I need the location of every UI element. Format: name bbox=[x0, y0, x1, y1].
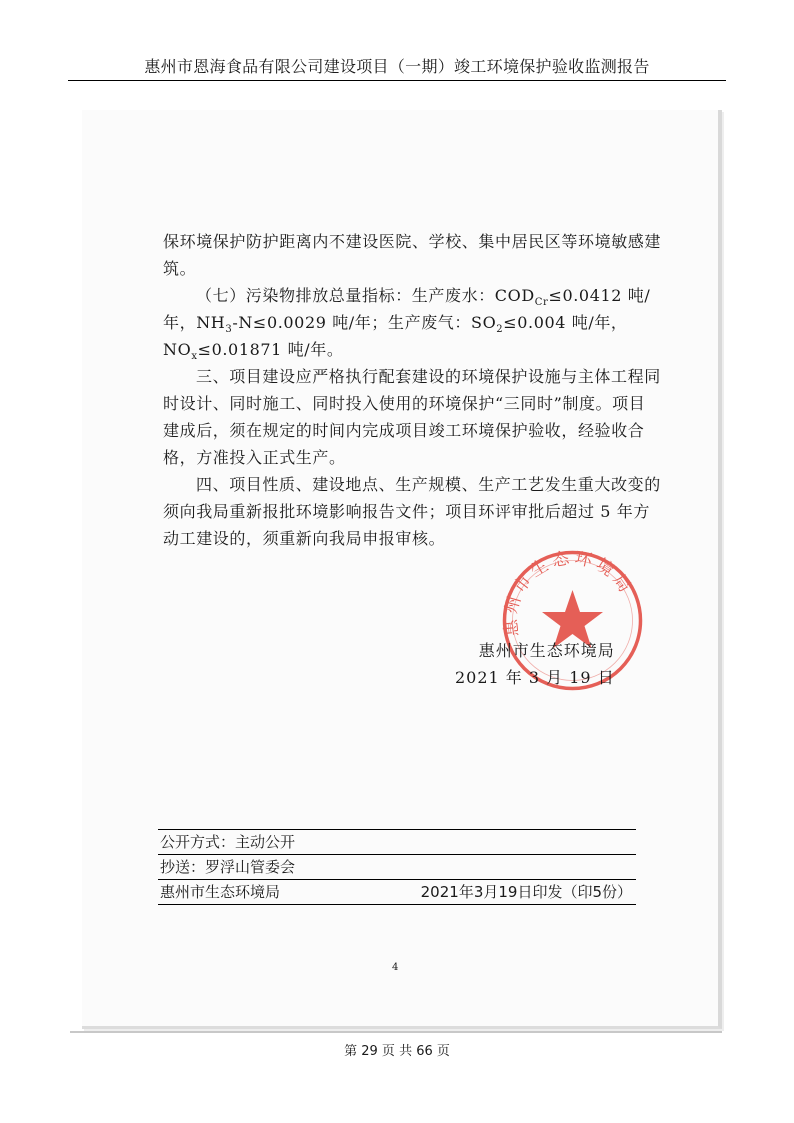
page-footer: 第 29 页 共 66 页 bbox=[344, 1044, 450, 1059]
svg-text:惠州市生态环境局: 惠州市生态环境局 bbox=[500, 548, 637, 638]
paragraph-three-simultaneous: 三、项目建设应严格执行配套建设的环境保护设施与主体工程同时设计、同时施工、同时投入使用的环境保护“三同时”制度。项目建成后，须在规定的时间内完成项目竣工环境保护验收，经验收合格，方准投入正式生产。 bbox=[163, 367, 661, 467]
inner-page-number: 4 bbox=[392, 962, 399, 973]
print-date: 2021年3月19日印发（印5份） bbox=[420, 883, 632, 901]
document-body bbox=[163, 228, 661, 552]
disclosure-method: 公开方式：主动公开 bbox=[158, 829, 636, 854]
issuer-name: 惠州市生态环境局 bbox=[160, 883, 281, 901]
issue-date: 2021 年 3 月 19 日 bbox=[455, 668, 615, 687]
paragraph-pollutant-limits: （七）污染物排放总量指标：生产废水：$COD_{Cr}\le 0.0412$ 吨/年，$NH_3-N\le 0.0029$ 吨/年；生产废气：$SO_2\le 0.004$ 吨/年，$NO_x\le 0.01871$ 吨/年。 bbox=[163, 286, 651, 363]
issuer-row bbox=[158, 879, 636, 905]
issuing-organization: 惠州市生态环境局 bbox=[478, 641, 615, 660]
paragraph-1: 保环境保护防护距离内不建设医院、学校、集中居民区等环境敏感建筑。 bbox=[163, 232, 662, 278]
report-header: 惠州市恩海食品有限公司建设项目（一期）竣工环境保护验收监测报告 bbox=[68, 54, 726, 81]
paragraph-major-change: 四、项目性质、建设地点、生产规模、生产工艺发生重大改变的须向我局重新报批环境影响报告文件；项目环评审批后超过 5 年方动工建设的，须重新向我局申报审核。 bbox=[163, 475, 661, 548]
signature-block bbox=[455, 637, 615, 691]
distribution-table bbox=[158, 829, 636, 905]
copy-to: 抄送：罗浮山管委会 bbox=[158, 854, 636, 879]
